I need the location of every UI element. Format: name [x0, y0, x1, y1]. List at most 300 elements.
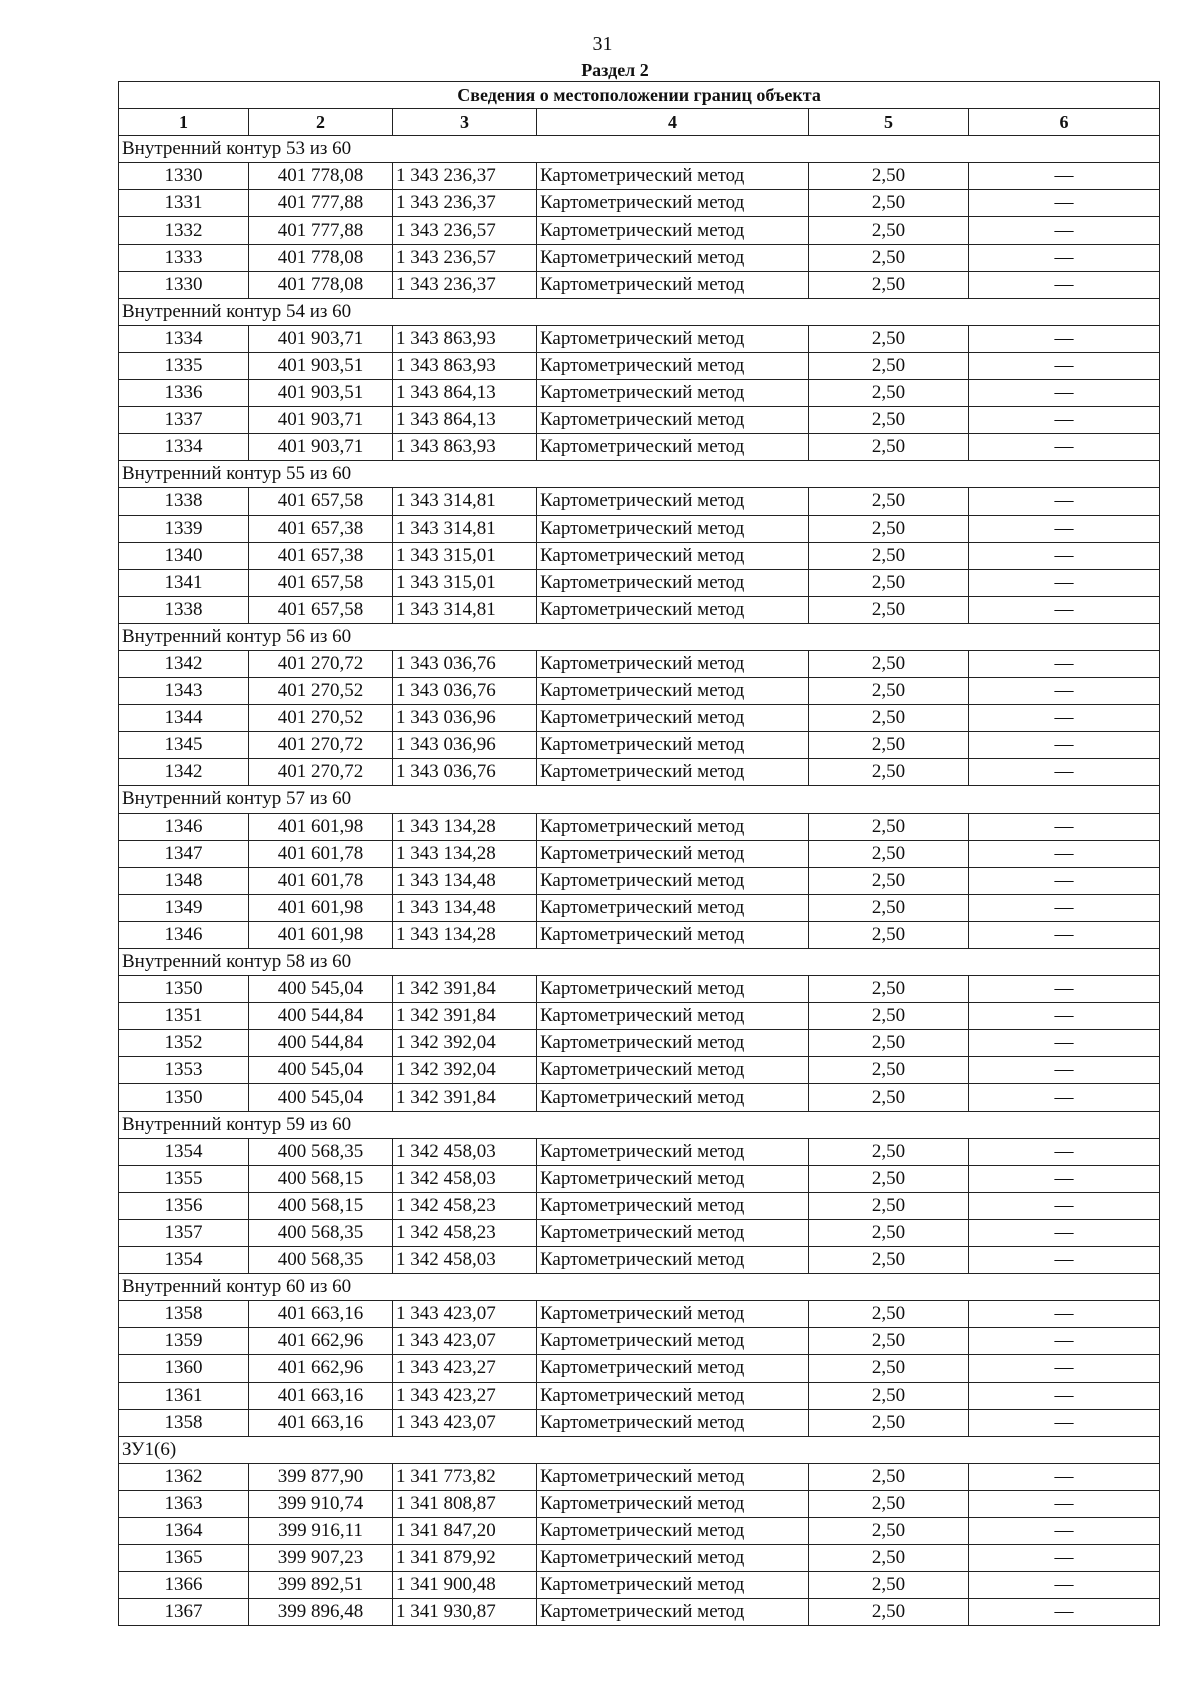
description-cell: —: [969, 1030, 1160, 1057]
method-cell: Картометрический метод: [537, 488, 809, 515]
x-coordinate-cell: 401 657,58: [249, 596, 393, 623]
y-coordinate-cell: 1 342 392,04: [393, 1030, 537, 1057]
table-row: [119, 867, 1160, 894]
accuracy-cell: 2,50: [809, 1030, 969, 1057]
accuracy-cell: 2,50: [809, 407, 969, 434]
method-cell: Картометрический метод: [537, 1572, 809, 1599]
point-number-cell: 1334: [119, 434, 249, 461]
x-coordinate-cell: 401 778,08: [249, 244, 393, 271]
x-coordinate-cell: 401 270,72: [249, 650, 393, 677]
table-row: [119, 244, 1160, 271]
x-coordinate-cell: 401 777,88: [249, 190, 393, 217]
boundary-coordinates-table: [118, 81, 1160, 1626]
y-coordinate-cell: 1 343 315,01: [393, 542, 537, 569]
y-coordinate-cell: 1 343 314,81: [393, 596, 537, 623]
x-coordinate-cell: 401 777,88: [249, 217, 393, 244]
description-cell: —: [969, 1382, 1160, 1409]
accuracy-cell: 2,50: [809, 488, 969, 515]
point-number-cell: 1338: [119, 596, 249, 623]
y-coordinate-cell: 1 343 314,81: [393, 488, 537, 515]
point-number-cell: 1343: [119, 678, 249, 705]
x-coordinate-cell: 401 657,58: [249, 488, 393, 515]
x-coordinate-cell: 399 907,23: [249, 1545, 393, 1572]
accuracy-cell: 2,50: [809, 759, 969, 786]
point-number-cell: 1359: [119, 1328, 249, 1355]
method-cell: Картометрический метод: [537, 1517, 809, 1544]
description-cell: —: [969, 1084, 1160, 1111]
method-cell: Картометрический метод: [537, 1545, 809, 1572]
accuracy-cell: 2,50: [809, 434, 969, 461]
point-number-cell: 1338: [119, 488, 249, 515]
y-coordinate-cell: 1 343 236,57: [393, 244, 537, 271]
table-row: [119, 190, 1160, 217]
method-cell: Картометрический метод: [537, 1084, 809, 1111]
x-coordinate-cell: 401 903,51: [249, 380, 393, 407]
table-row: [119, 840, 1160, 867]
table-row: [119, 596, 1160, 623]
accuracy-cell: 2,50: [809, 921, 969, 948]
description-cell: —: [969, 1409, 1160, 1436]
contour-group-row: [119, 1436, 1160, 1463]
description-cell: —: [969, 1545, 1160, 1572]
y-coordinate-cell: 1 343 036,76: [393, 650, 537, 677]
method-cell: Картометрический метод: [537, 1463, 809, 1490]
x-coordinate-cell: 401 601,98: [249, 921, 393, 948]
point-number-cell: 1336: [119, 380, 249, 407]
table-row: [119, 1463, 1160, 1490]
y-coordinate-cell: 1 343 134,48: [393, 894, 537, 921]
description-cell: —: [969, 1328, 1160, 1355]
accuracy-cell: 2,50: [809, 678, 969, 705]
description-cell: —: [969, 380, 1160, 407]
description-cell: —: [969, 569, 1160, 596]
description-cell: —: [969, 352, 1160, 379]
contour-label: Внутренний контур 57 из 60: [119, 786, 1160, 813]
accuracy-cell: 2,50: [809, 190, 969, 217]
y-coordinate-cell: 1 343 036,76: [393, 759, 537, 786]
accuracy-cell: 2,50: [809, 1084, 969, 1111]
contour-label: Внутренний контур 58 из 60: [119, 949, 1160, 976]
method-cell: Картометрический метод: [537, 407, 809, 434]
x-coordinate-cell: 399 892,51: [249, 1572, 393, 1599]
accuracy-cell: 2,50: [809, 1301, 969, 1328]
table-row: [119, 976, 1160, 1003]
contour-label: ЗУ1(6): [119, 1436, 1160, 1463]
y-coordinate-cell: 1 342 458,23: [393, 1192, 537, 1219]
point-number-cell: 1350: [119, 976, 249, 1003]
point-number-cell: 1341: [119, 569, 249, 596]
column-number-row: [119, 109, 1160, 136]
description-cell: —: [969, 1057, 1160, 1084]
table-row: [119, 352, 1160, 379]
method-cell: Картометрический метод: [537, 434, 809, 461]
point-number-cell: 1340: [119, 542, 249, 569]
method-cell: Картометрический метод: [537, 1192, 809, 1219]
column-number: 6: [969, 109, 1160, 136]
y-coordinate-cell: 1 343 036,76: [393, 678, 537, 705]
accuracy-cell: 2,50: [809, 1138, 969, 1165]
x-coordinate-cell: 401 903,71: [249, 434, 393, 461]
x-coordinate-cell: 401 601,98: [249, 813, 393, 840]
y-coordinate-cell: 1 343 236,57: [393, 217, 537, 244]
y-coordinate-cell: 1 342 458,03: [393, 1138, 537, 1165]
contour-label: Внутренний контур 53 из 60: [119, 136, 1160, 163]
point-number-cell: 1333: [119, 244, 249, 271]
accuracy-cell: 2,50: [809, 1355, 969, 1382]
method-cell: Картометрический метод: [537, 1138, 809, 1165]
description-cell: —: [969, 976, 1160, 1003]
table-caption: Сведения о местоположении границ объекта: [119, 82, 1160, 109]
method-cell: Картометрический метод: [537, 1165, 809, 1192]
table-row: [119, 515, 1160, 542]
point-number-cell: 1355: [119, 1165, 249, 1192]
description-cell: —: [969, 1138, 1160, 1165]
table-row: [119, 1517, 1160, 1544]
table-row: [119, 434, 1160, 461]
description-cell: —: [969, 1572, 1160, 1599]
point-number-cell: 1361: [119, 1382, 249, 1409]
y-coordinate-cell: 1 343 863,93: [393, 434, 537, 461]
table-row: [119, 1057, 1160, 1084]
method-cell: Картометрический метод: [537, 244, 809, 271]
description-cell: —: [969, 596, 1160, 623]
point-number-cell: 1332: [119, 217, 249, 244]
y-coordinate-cell: 1 343 036,96: [393, 732, 537, 759]
point-number-cell: 1330: [119, 271, 249, 298]
method-cell: Картометрический метод: [537, 325, 809, 352]
table-row: [119, 542, 1160, 569]
point-number-cell: 1342: [119, 759, 249, 786]
method-cell: Картометрический метод: [537, 1599, 809, 1626]
page-number: 31: [592, 33, 613, 55]
method-cell: Картометрический метод: [537, 380, 809, 407]
y-coordinate-cell: 1 343 236,37: [393, 271, 537, 298]
description-cell: —: [969, 488, 1160, 515]
accuracy-cell: 2,50: [809, 380, 969, 407]
accuracy-cell: 2,50: [809, 894, 969, 921]
accuracy-cell: 2,50: [809, 1463, 969, 1490]
y-coordinate-cell: 1 343 423,07: [393, 1301, 537, 1328]
description-cell: —: [969, 434, 1160, 461]
method-cell: Картометрический метод: [537, 1382, 809, 1409]
x-coordinate-cell: 401 663,16: [249, 1409, 393, 1436]
contour-group-row: [119, 623, 1160, 650]
point-number-cell: 1360: [119, 1355, 249, 1382]
y-coordinate-cell: 1 341 847,20: [393, 1517, 537, 1544]
accuracy-cell: 2,50: [809, 163, 969, 190]
y-coordinate-cell: 1 343 423,27: [393, 1382, 537, 1409]
y-coordinate-cell: 1 342 458,23: [393, 1219, 537, 1246]
accuracy-cell: 2,50: [809, 976, 969, 1003]
x-coordinate-cell: 401 778,08: [249, 271, 393, 298]
accuracy-cell: 2,50: [809, 1192, 969, 1219]
point-number-cell: 1348: [119, 867, 249, 894]
accuracy-cell: 2,50: [809, 271, 969, 298]
method-cell: Картометрический метод: [537, 569, 809, 596]
y-coordinate-cell: 1 343 864,13: [393, 380, 537, 407]
point-number-cell: 1335: [119, 352, 249, 379]
description-cell: —: [969, 515, 1160, 542]
y-coordinate-cell: 1 342 391,84: [393, 1003, 537, 1030]
y-coordinate-cell: 1 342 458,03: [393, 1165, 537, 1192]
x-coordinate-cell: 400 568,35: [249, 1219, 393, 1246]
y-coordinate-cell: 1 343 134,28: [393, 813, 537, 840]
y-coordinate-cell: 1 343 315,01: [393, 569, 537, 596]
point-number-cell: 1356: [119, 1192, 249, 1219]
point-number-cell: 1365: [119, 1545, 249, 1572]
y-coordinate-cell: 1 343 864,13: [393, 407, 537, 434]
method-cell: Картометрический метод: [537, 840, 809, 867]
description-cell: —: [969, 867, 1160, 894]
table-row: [119, 569, 1160, 596]
contour-label: Внутренний контур 54 из 60: [119, 298, 1160, 325]
method-cell: Картометрический метод: [537, 163, 809, 190]
point-number-cell: 1351: [119, 1003, 249, 1030]
method-cell: Картометрический метод: [537, 759, 809, 786]
accuracy-cell: 2,50: [809, 705, 969, 732]
y-coordinate-cell: 1 343 236,37: [393, 163, 537, 190]
table-caption-row: [119, 82, 1160, 109]
accuracy-cell: 2,50: [809, 1382, 969, 1409]
table-row: [119, 678, 1160, 705]
y-coordinate-cell: 1 342 391,84: [393, 1084, 537, 1111]
x-coordinate-cell: 401 270,52: [249, 705, 393, 732]
y-coordinate-cell: 1 343 134,48: [393, 867, 537, 894]
table-row: [119, 1572, 1160, 1599]
method-cell: Картометрический метод: [537, 217, 809, 244]
table-row: [119, 705, 1160, 732]
table-row: [119, 217, 1160, 244]
table-row: [119, 1355, 1160, 1382]
description-cell: —: [969, 163, 1160, 190]
method-cell: Картометрический метод: [537, 596, 809, 623]
x-coordinate-cell: 401 657,38: [249, 542, 393, 569]
accuracy-cell: 2,50: [809, 650, 969, 677]
method-cell: Картометрический метод: [537, 921, 809, 948]
point-number-cell: 1358: [119, 1301, 249, 1328]
description-cell: —: [969, 894, 1160, 921]
description-cell: —: [969, 217, 1160, 244]
description-cell: —: [969, 1599, 1160, 1626]
description-cell: —: [969, 759, 1160, 786]
accuracy-cell: 2,50: [809, 596, 969, 623]
point-number-cell: 1352: [119, 1030, 249, 1057]
method-cell: Картометрический метод: [537, 678, 809, 705]
description-cell: —: [969, 1219, 1160, 1246]
description-cell: —: [969, 244, 1160, 271]
description-cell: —: [969, 921, 1160, 948]
x-coordinate-cell: 401 903,71: [249, 407, 393, 434]
description-cell: —: [969, 1192, 1160, 1219]
table-row: [119, 1138, 1160, 1165]
column-number: 3: [393, 109, 537, 136]
x-coordinate-cell: 399 896,48: [249, 1599, 393, 1626]
description-cell: —: [969, 1165, 1160, 1192]
method-cell: Картометрический метод: [537, 1301, 809, 1328]
point-number-cell: 1350: [119, 1084, 249, 1111]
table-row: [119, 650, 1160, 677]
x-coordinate-cell: 399 916,11: [249, 1517, 393, 1544]
method-cell: Картометрический метод: [537, 1490, 809, 1517]
description-cell: —: [969, 1003, 1160, 1030]
y-coordinate-cell: 1 341 930,87: [393, 1599, 537, 1626]
x-coordinate-cell: 400 568,15: [249, 1165, 393, 1192]
contour-group-row: [119, 949, 1160, 976]
method-cell: Картометрический метод: [537, 1057, 809, 1084]
table-row: [119, 1301, 1160, 1328]
x-coordinate-cell: 400 568,35: [249, 1138, 393, 1165]
accuracy-cell: 2,50: [809, 515, 969, 542]
method-cell: Картометрический метод: [537, 1247, 809, 1274]
description-cell: —: [969, 1355, 1160, 1382]
table-row: [119, 1409, 1160, 1436]
y-coordinate-cell: 1 343 236,37: [393, 190, 537, 217]
point-number-cell: 1353: [119, 1057, 249, 1084]
x-coordinate-cell: 401 657,58: [249, 569, 393, 596]
x-coordinate-cell: 400 568,35: [249, 1247, 393, 1274]
method-cell: Картометрический метод: [537, 650, 809, 677]
table-row: [119, 813, 1160, 840]
point-number-cell: 1349: [119, 894, 249, 921]
description-cell: —: [969, 650, 1160, 677]
contour-label: Внутренний контур 60 из 60: [119, 1274, 1160, 1301]
table-row: [119, 1192, 1160, 1219]
point-number-cell: 1357: [119, 1219, 249, 1246]
point-number-cell: 1366: [119, 1572, 249, 1599]
accuracy-cell: 2,50: [809, 325, 969, 352]
x-coordinate-cell: 399 877,90: [249, 1463, 393, 1490]
x-coordinate-cell: 401 662,96: [249, 1328, 393, 1355]
table-row: [119, 1084, 1160, 1111]
table-row: [119, 1490, 1160, 1517]
y-coordinate-cell: 1 342 391,84: [393, 976, 537, 1003]
method-cell: Картометрический метод: [537, 867, 809, 894]
method-cell: Картометрический метод: [537, 352, 809, 379]
x-coordinate-cell: 401 601,78: [249, 867, 393, 894]
x-coordinate-cell: 400 568,15: [249, 1192, 393, 1219]
method-cell: Картометрический метод: [537, 1355, 809, 1382]
x-coordinate-cell: 401 663,16: [249, 1382, 393, 1409]
table-row: [119, 1165, 1160, 1192]
description-cell: —: [969, 1247, 1160, 1274]
column-number: 5: [809, 109, 969, 136]
table-row: [119, 1382, 1160, 1409]
contour-group-row: [119, 786, 1160, 813]
y-coordinate-cell: 1 341 900,48: [393, 1572, 537, 1599]
table-row: [119, 759, 1160, 786]
description-cell: —: [969, 407, 1160, 434]
accuracy-cell: 2,50: [809, 1517, 969, 1544]
table-row: [119, 1219, 1160, 1246]
method-cell: Картометрический метод: [537, 732, 809, 759]
method-cell: Картометрический метод: [537, 813, 809, 840]
accuracy-cell: 2,50: [809, 244, 969, 271]
x-coordinate-cell: 401 663,16: [249, 1301, 393, 1328]
x-coordinate-cell: 401 903,51: [249, 352, 393, 379]
contour-label: Внутренний контур 55 из 60: [119, 461, 1160, 488]
x-coordinate-cell: 401 601,98: [249, 894, 393, 921]
x-coordinate-cell: 399 910,74: [249, 1490, 393, 1517]
x-coordinate-cell: 401 270,72: [249, 759, 393, 786]
table-row: [119, 1003, 1160, 1030]
y-coordinate-cell: 1 343 314,81: [393, 515, 537, 542]
x-coordinate-cell: 401 657,38: [249, 515, 393, 542]
method-cell: Картометрический метод: [537, 515, 809, 542]
table-row: [119, 325, 1160, 352]
y-coordinate-cell: 1 343 423,07: [393, 1409, 537, 1436]
accuracy-cell: 2,50: [809, 1165, 969, 1192]
x-coordinate-cell: 401 662,96: [249, 1355, 393, 1382]
accuracy-cell: 2,50: [809, 867, 969, 894]
accuracy-cell: 2,50: [809, 1003, 969, 1030]
table-row: [119, 1599, 1160, 1626]
x-coordinate-cell: 401 270,52: [249, 678, 393, 705]
column-number: 1: [119, 109, 249, 136]
method-cell: Картометрический метод: [537, 1219, 809, 1246]
y-coordinate-cell: 1 343 423,27: [393, 1355, 537, 1382]
point-number-cell: 1337: [119, 407, 249, 434]
method-cell: Картометрический метод: [537, 894, 809, 921]
point-number-cell: 1330: [119, 163, 249, 190]
point-number-cell: 1354: [119, 1247, 249, 1274]
accuracy-cell: 2,50: [809, 813, 969, 840]
description-cell: —: [969, 1490, 1160, 1517]
point-number-cell: 1347: [119, 840, 249, 867]
table-row: [119, 1030, 1160, 1057]
description-cell: —: [969, 271, 1160, 298]
contour-label: Внутренний контур 56 из 60: [119, 623, 1160, 650]
contour-group-row: [119, 298, 1160, 325]
description-cell: —: [969, 1301, 1160, 1328]
x-coordinate-cell: 401 778,08: [249, 163, 393, 190]
table-row: [119, 407, 1160, 434]
description-cell: —: [969, 705, 1160, 732]
point-number-cell: 1331: [119, 190, 249, 217]
accuracy-cell: 2,50: [809, 1409, 969, 1436]
y-coordinate-cell: 1 341 879,92: [393, 1545, 537, 1572]
point-number-cell: 1346: [119, 921, 249, 948]
accuracy-cell: 2,50: [809, 1572, 969, 1599]
accuracy-cell: 2,50: [809, 840, 969, 867]
table-body: [119, 136, 1160, 1626]
accuracy-cell: 2,50: [809, 1545, 969, 1572]
accuracy-cell: 2,50: [809, 352, 969, 379]
x-coordinate-cell: 401 270,72: [249, 732, 393, 759]
accuracy-cell: 2,50: [809, 1247, 969, 1274]
method-cell: Картометрический метод: [537, 1030, 809, 1057]
description-cell: —: [969, 840, 1160, 867]
y-coordinate-cell: 1 343 863,93: [393, 325, 537, 352]
description-cell: —: [969, 1517, 1160, 1544]
accuracy-cell: 2,50: [809, 1599, 969, 1626]
x-coordinate-cell: 400 544,84: [249, 1030, 393, 1057]
table-row: [119, 921, 1160, 948]
accuracy-cell: 2,50: [809, 1219, 969, 1246]
accuracy-cell: 2,50: [809, 1328, 969, 1355]
method-cell: Картометрический метод: [537, 976, 809, 1003]
point-number-cell: 1362: [119, 1463, 249, 1490]
y-coordinate-cell: 1 341 773,82: [393, 1463, 537, 1490]
description-cell: —: [969, 1463, 1160, 1490]
point-number-cell: 1339: [119, 515, 249, 542]
y-coordinate-cell: 1 341 808,87: [393, 1490, 537, 1517]
x-coordinate-cell: 401 601,78: [249, 840, 393, 867]
y-coordinate-cell: 1 343 036,96: [393, 705, 537, 732]
method-cell: Картометрический метод: [537, 190, 809, 217]
accuracy-cell: 2,50: [809, 542, 969, 569]
x-coordinate-cell: 401 903,71: [249, 325, 393, 352]
y-coordinate-cell: 1 342 392,04: [393, 1057, 537, 1084]
